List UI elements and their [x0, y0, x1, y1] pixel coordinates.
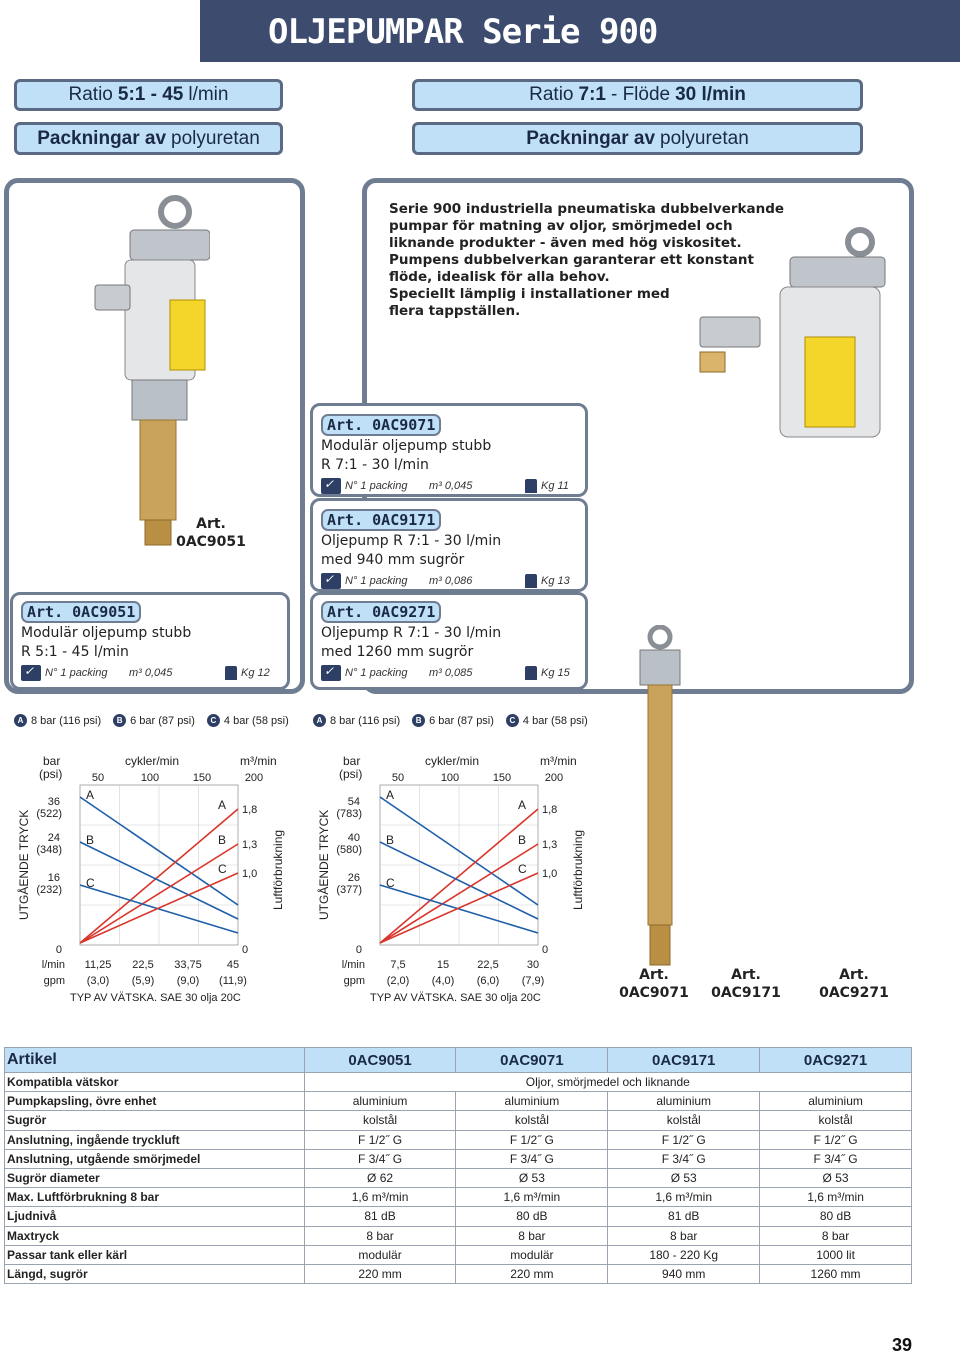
legend-text: 8 bar (116 psi): [330, 714, 401, 727]
weight-icon: [525, 574, 537, 588]
table-cell: 80 dB: [760, 1207, 912, 1226]
series-label-left: C: [86, 876, 95, 890]
table-cell: kolstål: [456, 1111, 608, 1130]
table-cell: 80 dB: [456, 1207, 608, 1226]
table-cell: aluminium: [760, 1092, 912, 1111]
table-header-cell: Artikel: [5, 1048, 305, 1073]
title-strip: [0, 0, 200, 62]
top-tick-label: 150: [192, 772, 212, 784]
article-desc: med 940 mm sugrör: [321, 552, 465, 568]
y-tick-psi-label: (232): [36, 884, 62, 896]
right-tick-label: 1,0: [242, 868, 258, 880]
pump-label-0ac9071: [612, 966, 696, 1002]
x-tick-lmin: 7,5: [390, 959, 406, 971]
y-tick-psi-label: (522): [36, 808, 62, 820]
weight-icon: [225, 666, 237, 680]
x-tick-gpm: (3,0): [86, 975, 110, 987]
article-packing: N° 1 packing: [345, 480, 408, 492]
right-tick-label: 1,3: [242, 839, 258, 851]
article-box-0ac9071: [310, 403, 588, 497]
pump-label-art: Art.: [196, 516, 226, 532]
article-code: Art. 0AC9071: [321, 414, 441, 436]
pump-label-code: 0AC9271: [819, 985, 889, 1001]
description-line: Speciellt lämplig i installationer med: [389, 286, 670, 302]
top-tick-label: 100: [440, 772, 460, 784]
table-cell: F 1/2˝ G: [456, 1130, 608, 1149]
legend-left: [14, 714, 289, 727]
x-tick-gpm: (6,0): [476, 975, 500, 987]
article-weight: Kg 15: [541, 667, 570, 679]
right-unit-label: m³/min: [240, 754, 277, 768]
right-pack-rest: polyuretan: [660, 127, 749, 149]
table-cell: aluminium: [456, 1092, 608, 1111]
article-desc: Modulär oljepump stubb: [321, 438, 492, 454]
x-row-label-lmin: l/min: [41, 959, 65, 971]
table-cell: 1,6 m³/min: [456, 1188, 608, 1207]
weight-icon: [525, 479, 537, 493]
x-tick-lmin: 22,5: [477, 959, 499, 971]
article-code: Art. 0AC9271: [321, 601, 441, 623]
right-ratio-mid: - Flöde: [610, 84, 671, 105]
table-cell: Oljor, smörjmedel och liknande: [304, 1073, 911, 1092]
description-line: Serie 900 industriella pneumatiska dubbelverkande: [389, 201, 785, 217]
series-label-left: A: [386, 788, 395, 802]
right-ratio-value: 7:1: [578, 84, 606, 105]
y-unit-sub: (psi): [39, 767, 63, 781]
row-label: Ljudnivå: [5, 1207, 305, 1226]
right-pack-bold: Packningar av: [526, 127, 656, 149]
table-header-cell: 0AC9071: [456, 1048, 608, 1073]
left-ratio-prefix: Ratio: [68, 84, 113, 105]
row-label: Sugrör: [5, 1111, 305, 1130]
table-cell: 220 mm: [456, 1264, 608, 1283]
top-tick-label: 200: [544, 772, 564, 784]
article-volume: m³ 0,086: [429, 575, 473, 587]
x-tick-gpm: (7,9): [521, 975, 545, 987]
x-tick-lmin: 22,5: [132, 959, 154, 971]
spec-table: [4, 1047, 912, 1284]
left-pack-rest: polyuretan: [171, 127, 260, 149]
y-tick-label: 16: [47, 872, 60, 884]
right-tick-label: 1,3: [542, 839, 558, 851]
pump-image-0ac9271: [620, 625, 700, 1025]
article-weight: Kg 13: [541, 575, 570, 587]
pump-label-art: Art.: [839, 967, 869, 983]
table-cell: 8 bar: [456, 1226, 608, 1245]
right-unit-label: m³/min: [540, 754, 577, 768]
page-number: 39: [891, 1335, 912, 1355]
article-weight: Kg 11: [541, 480, 569, 492]
description-line: liknande produkter - även med hög viskositet.: [389, 235, 742, 251]
y-tick-label: 26: [347, 872, 360, 884]
y-tick-psi-label: (580): [336, 844, 362, 856]
article-volume: m³ 0,045: [129, 667, 173, 679]
pump-image-0ac9071: [680, 222, 900, 472]
pump-label-0ac9051: [176, 515, 246, 551]
article-desc: R 5:1 - 45 l/min: [21, 644, 129, 660]
pump-label-0ac9171: [704, 966, 788, 1002]
legend-key: C: [506, 714, 519, 727]
x-tick-gpm: (9,0): [176, 975, 200, 987]
x-tick-lmin: 30: [526, 959, 540, 971]
legend-key: B: [113, 714, 126, 727]
article-meta: [321, 573, 577, 589]
table-header-cell: 0AC9171: [608, 1048, 760, 1073]
title-bar: [0, 0, 960, 62]
table-row: [5, 1111, 912, 1130]
x-tick-lmin: 15: [436, 959, 450, 971]
table-cell: 8 bar: [760, 1226, 912, 1245]
pump-label-code: 0AC9171: [711, 985, 781, 1001]
article-desc: med 1260 mm sugrör: [321, 644, 474, 660]
left-ratio-value: 5:1 - 45: [117, 84, 184, 105]
article-box-0ac9051: [10, 592, 290, 690]
row-label: Kompatibla vätskor: [5, 1073, 305, 1092]
right-ratio-pill: [412, 79, 863, 111]
y-axis-title: UTGÅENDE TRYCK: [17, 809, 31, 920]
pump-label-code: 0AC9051: [176, 534, 246, 550]
article-meta: [321, 478, 577, 494]
table-cell: Ø 53: [760, 1168, 912, 1187]
article-packing: N° 1 packing: [345, 575, 408, 587]
series-label-left: B: [86, 833, 95, 847]
top-unit-label: cykler/min: [425, 754, 480, 768]
legend-text: 4 bar (58 psi): [522, 714, 588, 727]
table-header-cell: 0AC9271: [760, 1048, 912, 1073]
table-cell: F 1/2˝ G: [608, 1130, 760, 1149]
x-tick-gpm: (5,9): [131, 975, 155, 987]
row-label: Maxtryck: [5, 1226, 305, 1245]
table-cell: 8 bar: [608, 1226, 760, 1245]
packing-icon: [321, 573, 341, 589]
table-cell: kolstål: [760, 1111, 912, 1130]
series-label-right: A: [218, 798, 227, 812]
top-tick-label: 200: [244, 772, 264, 784]
x-tick-lmin: 33,75: [174, 959, 202, 971]
y-tick-psi-label: (348): [36, 844, 62, 856]
x-row-label-lmin: l/min: [341, 959, 365, 971]
top-tick-label: 150: [492, 772, 512, 784]
pump-label-art: Art.: [639, 967, 669, 983]
y-tick-label: 40: [347, 832, 360, 844]
pump-label-0ac9271: [812, 966, 896, 1002]
table-cell: kolstål: [304, 1111, 456, 1130]
table-header-row: [5, 1048, 912, 1073]
row-label: Max. Luftförbrukning 8 bar: [5, 1188, 305, 1207]
top-tick-label: 50: [91, 772, 105, 784]
series-label-right: B: [218, 833, 227, 847]
legend-key: C: [207, 714, 220, 727]
table-cell: F 3/4˝ G: [608, 1149, 760, 1168]
table-cell: Ø 53: [608, 1168, 760, 1187]
article-code: Art. 0AC9051: [21, 601, 141, 623]
table-row: [5, 1245, 912, 1264]
right-axis-title: Luftförbrukning: [271, 829, 285, 910]
table-cell: 8 bar: [304, 1226, 456, 1245]
y-tick-psi-label: (377): [336, 884, 362, 896]
right-zero-label: 0: [542, 944, 549, 956]
description-line: pumpar för matning av oljor, smörjmedel och: [389, 218, 733, 234]
x-tick-gpm: (4,0): [431, 975, 455, 987]
table-cell: 1260 mm: [760, 1264, 912, 1283]
y-zero-label: 0: [55, 944, 62, 956]
table-cell: 1000 lit: [760, 1245, 912, 1264]
pump-image-0ac9051: [90, 190, 210, 550]
series-label-right: C: [218, 862, 227, 876]
x-tick-lmin: 11,25: [84, 959, 112, 971]
article-desc: Oljepump R 7:1 - 30 l/min: [321, 533, 502, 549]
table-cell: F 3/4˝ G: [304, 1149, 456, 1168]
y-tick-label: 54: [347, 796, 360, 808]
table-cell: aluminium: [304, 1092, 456, 1111]
article-weight: Kg 12: [241, 667, 270, 679]
article-desc: Oljepump R 7:1 - 30 l/min: [321, 625, 502, 641]
table-cell: F 3/4˝ G: [456, 1149, 608, 1168]
article-meta: [21, 665, 279, 681]
right-tick-label: 1,8: [542, 804, 558, 816]
legend-text: 6 bar (87 psi): [429, 714, 494, 727]
x-axis-title: TYP AV VÄTSKA. SAE 30 olja 20C: [370, 992, 541, 1004]
table-cell: modulär: [304, 1245, 456, 1264]
legend-text: 6 bar (87 psi): [130, 714, 195, 727]
table-row: [5, 1149, 912, 1168]
table-row: [5, 1130, 912, 1149]
y-unit-sub: (psi): [339, 767, 363, 781]
left-ratio-pill: [14, 79, 283, 111]
left-packing-pill: [14, 122, 283, 155]
row-label: Längd, sugrör: [5, 1264, 305, 1283]
table-row: [5, 1207, 912, 1226]
table-header-cell: 0AC9051: [304, 1048, 456, 1073]
legend-key: A: [313, 714, 326, 727]
table-cell: modulär: [456, 1245, 608, 1264]
left-pack-bold: Packningar av: [37, 127, 167, 149]
series-label-right: C: [518, 862, 527, 876]
table-cell: 1,6 m³/min: [608, 1188, 760, 1207]
article-volume: m³ 0,045: [429, 480, 473, 492]
x-row-label-gpm: gpm: [43, 975, 65, 987]
table-cell: kolstål: [608, 1111, 760, 1130]
top-tick-label: 50: [391, 772, 405, 784]
x-row-label-gpm: gpm: [343, 975, 365, 987]
right-ratio-prefix: Ratio: [529, 84, 574, 105]
y-zero-label: 0: [355, 944, 362, 956]
left-ratio-unit: l/min: [188, 84, 229, 105]
x-tick-gpm: (11,9): [219, 975, 247, 987]
table-cell: aluminium: [608, 1092, 760, 1111]
table-cell: 81 dB: [608, 1207, 760, 1226]
x-tick-lmin: 45: [226, 959, 240, 971]
table-cell: F 1/2˝ G: [760, 1130, 912, 1149]
series-label-right: B: [518, 833, 527, 847]
table-cell: Ø 62: [304, 1168, 456, 1187]
table-cell: F 1/2˝ G: [304, 1130, 456, 1149]
right-packing-pill: [412, 122, 863, 155]
legend-key: B: [412, 714, 425, 727]
page-title: OLJEPUMPAR Serie 900: [268, 12, 658, 52]
x-tick-gpm: (2,0): [386, 975, 410, 987]
series-label-left: A: [86, 788, 95, 802]
pump-label-code: 0AC9071: [619, 985, 689, 1001]
y-tick-label: 24: [47, 832, 60, 844]
table-row: [5, 1264, 912, 1283]
packing-icon: [321, 665, 341, 681]
description-line: flöde, idealisk för alla behov.: [389, 269, 610, 285]
article-box-0ac9271: [310, 592, 588, 690]
packing-icon: [21, 665, 41, 681]
table-cell: 180 - 220 Kg: [608, 1245, 760, 1264]
row-label: Pumpkapsling, övre enhet: [5, 1092, 305, 1111]
row-label: Anslutning, utgående smörjmedel: [5, 1149, 305, 1168]
series-label-right: A: [518, 798, 527, 812]
article-box-0ac9171: [310, 498, 588, 592]
table-row: [5, 1073, 912, 1092]
x-axis-title: TYP AV VÄTSKA. SAE 30 olja 20C: [70, 992, 241, 1004]
top-unit-label: cykler/min: [125, 754, 180, 768]
table-row: [5, 1188, 912, 1207]
legend-text: 8 bar (116 psi): [31, 714, 102, 727]
description-line: flera tappställen.: [389, 303, 521, 319]
row-label: Passar tank eller kärl: [5, 1245, 305, 1264]
article-volume: m³ 0,085: [429, 667, 473, 679]
weight-icon: [525, 666, 537, 680]
article-desc: Modulär oljepump stubb: [21, 625, 192, 641]
y-unit-label: bar: [343, 754, 361, 768]
table-row: [5, 1092, 912, 1111]
table-row: [5, 1226, 912, 1245]
series-label-left: B: [386, 833, 395, 847]
y-axis-title: UTGÅENDE TRYCK: [317, 809, 331, 920]
row-label: Anslutning, ingående tryckluft: [5, 1130, 305, 1149]
table-cell: 220 mm: [304, 1264, 456, 1283]
series-label-left: C: [386, 876, 395, 890]
performance-chart-5-1: [10, 745, 300, 1010]
table-cell: 1,6 m³/min: [304, 1188, 456, 1207]
top-tick-label: 100: [140, 772, 160, 784]
y-unit-label: bar: [43, 754, 61, 768]
y-tick-psi-label: (783): [336, 808, 362, 820]
table-cell: 81 dB: [304, 1207, 456, 1226]
right-zero-label: 0: [242, 944, 249, 956]
table-row: [5, 1168, 912, 1187]
legend-text: 4 bar (58 psi): [223, 714, 289, 727]
article-desc: R 7:1 - 30 l/min: [321, 457, 429, 473]
table-cell: 940 mm: [608, 1264, 760, 1283]
packing-icon: [321, 478, 341, 494]
article-packing: N° 1 packing: [345, 667, 408, 679]
y-tick-label: 36: [47, 796, 60, 808]
article-meta: [321, 665, 577, 681]
right-ratio-flow: 30 l/min: [675, 84, 746, 105]
row-label: Sugrör diameter: [5, 1168, 305, 1187]
description-line: Pumpens dubbelverkan garanterar ett konstant: [389, 252, 754, 268]
pump-label-art: Art.: [731, 967, 761, 983]
article-code: Art. 0AC9171: [321, 509, 441, 531]
right-tick-label: 1,0: [542, 868, 558, 880]
performance-chart-7-1: [310, 745, 600, 1010]
table-cell: 1,6 m³/min: [760, 1188, 912, 1207]
legend-key: A: [14, 714, 27, 727]
table-cell: F 3/4˝ G: [760, 1149, 912, 1168]
table-cell: Ø 53: [456, 1168, 608, 1187]
right-axis-title: Luftförbrukning: [571, 829, 585, 910]
article-packing: N° 1 packing: [45, 667, 108, 679]
right-tick-label: 1,8: [242, 804, 258, 816]
legend-right: [313, 714, 588, 727]
